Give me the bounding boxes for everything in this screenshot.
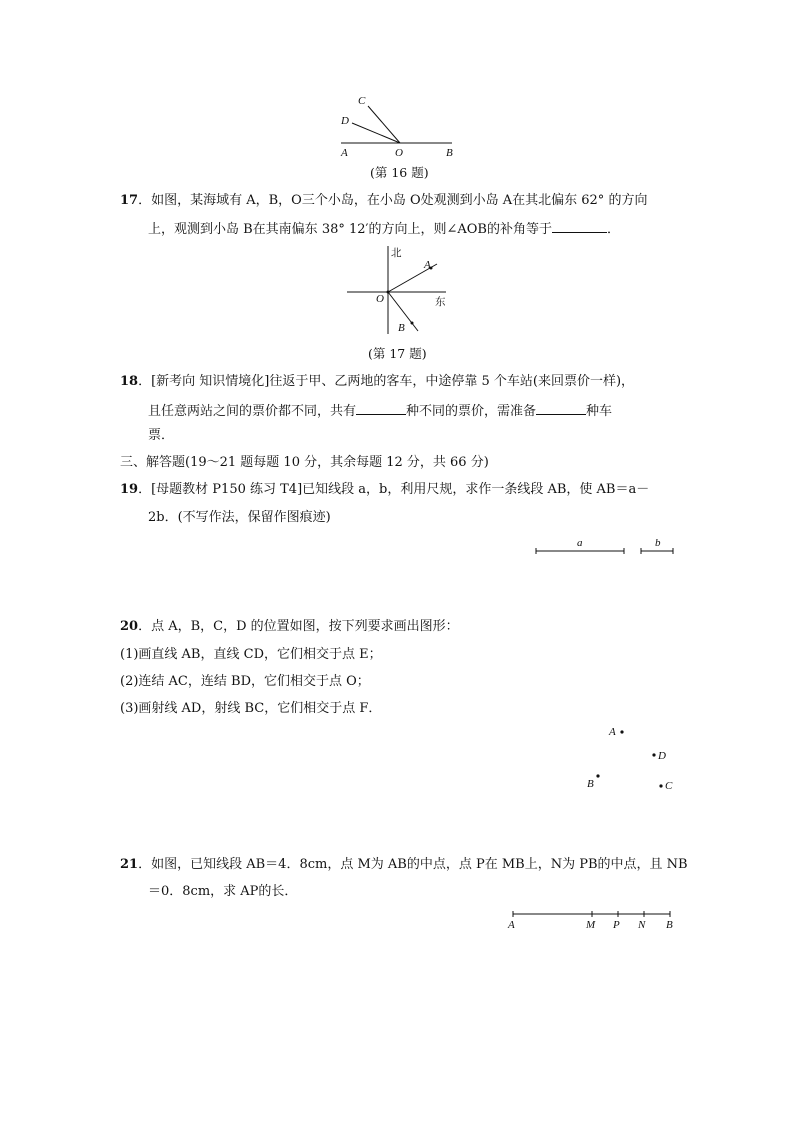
fig16-label-c: C [358,95,366,107]
q18-line3: 票． [148,428,175,443]
fig17-label-north: 北 [391,247,402,259]
fig20-label-c: C [665,780,673,792]
fig20-label-d: D [658,750,666,762]
q17-number: 17 [120,193,139,208]
q20-number: 20 [120,619,139,634]
fig17-caption: (第 17 题) [368,346,427,361]
fig21-label-p: P [613,919,620,931]
fig16-label-a: A [341,147,348,159]
segment-a-label: a [577,537,583,549]
q17-text-2: 上，观测到小岛 B在其南偏东 38° 12′的方向上，则∠AOB的补角等于 [148,222,552,237]
q21-line2: ＝0．8cm，求 AP的长． [148,884,298,899]
fig16-label-d: D [341,115,349,127]
q20-item-2: (2)连结 AC，连结 BD，它们相交于点 O； [120,674,370,689]
fig17-label-b: B [398,322,405,334]
q20-text-1: ．点 A，B，C，D 的位置如图，按下列要求画出图形： [138,619,459,634]
q18-text-2c: 种车 [586,404,613,419]
q17-text-1: ．如图，某海域有 A，B，O三个小岛，在小岛 O处观测到小岛 A在其北偏东 62° 的方向 [138,193,648,208]
fig20-label-a: A [609,726,616,738]
q17-text-2-end: ． [606,222,620,237]
q18-number: 18 [120,374,139,389]
q19-line2: 2b．(不写作法，保留作图痕迹) [148,510,331,525]
q19-text-1: ．[母题教材 P150 练习 T4]已知线段 a，b，利用尺规，求作一条线段 AB，使 AB＝a－ [138,482,650,497]
segment-b-label: b [655,537,661,549]
fig21-label-m: M [586,919,596,931]
fig17-label-o: O [376,293,384,305]
fig16-label-b: B [446,147,453,159]
q21-text-1: ．如图，已知线段 AB＝4．8cm，点 M为 AB的中点，点 P在 MB上，N为 PB的中点，且 NB [138,857,688,872]
fig21-label-n: N [638,919,646,931]
q18-text-2b: 种不同的票价，需准备 [406,404,537,419]
q20-item-1: (1)画直线 AB，直线 CD，它们相交于点 E； [120,647,382,662]
fig17-label-a: A [424,259,431,271]
fig21-label-a: A [508,919,515,931]
q20-item-3: (3)画射线 AD，射线 BC，它们相交于点 F． [120,701,382,716]
fig16-label-o: O [395,147,403,159]
fig21-label-b: B [666,919,673,931]
section3-heading: 三、解答题(19～21 题每题 10 分，其余每题 12 分，共 66 分) [120,455,489,470]
fig17-label-east: 东 [435,296,446,308]
q21-number: 21 [120,857,139,872]
q18-text-1: ．[新考向 知识情境化]往返于甲、乙两地的客车，中途停靠 5 个车站(来回票价一样)， [138,374,635,389]
fig16-caption: (第 16 题) [370,165,429,180]
q18-text-2a: 且任意两站之间的票价都不同，共有 [148,404,357,419]
fig20-label-b: B [587,778,594,790]
q19-number: 19 [120,482,139,497]
